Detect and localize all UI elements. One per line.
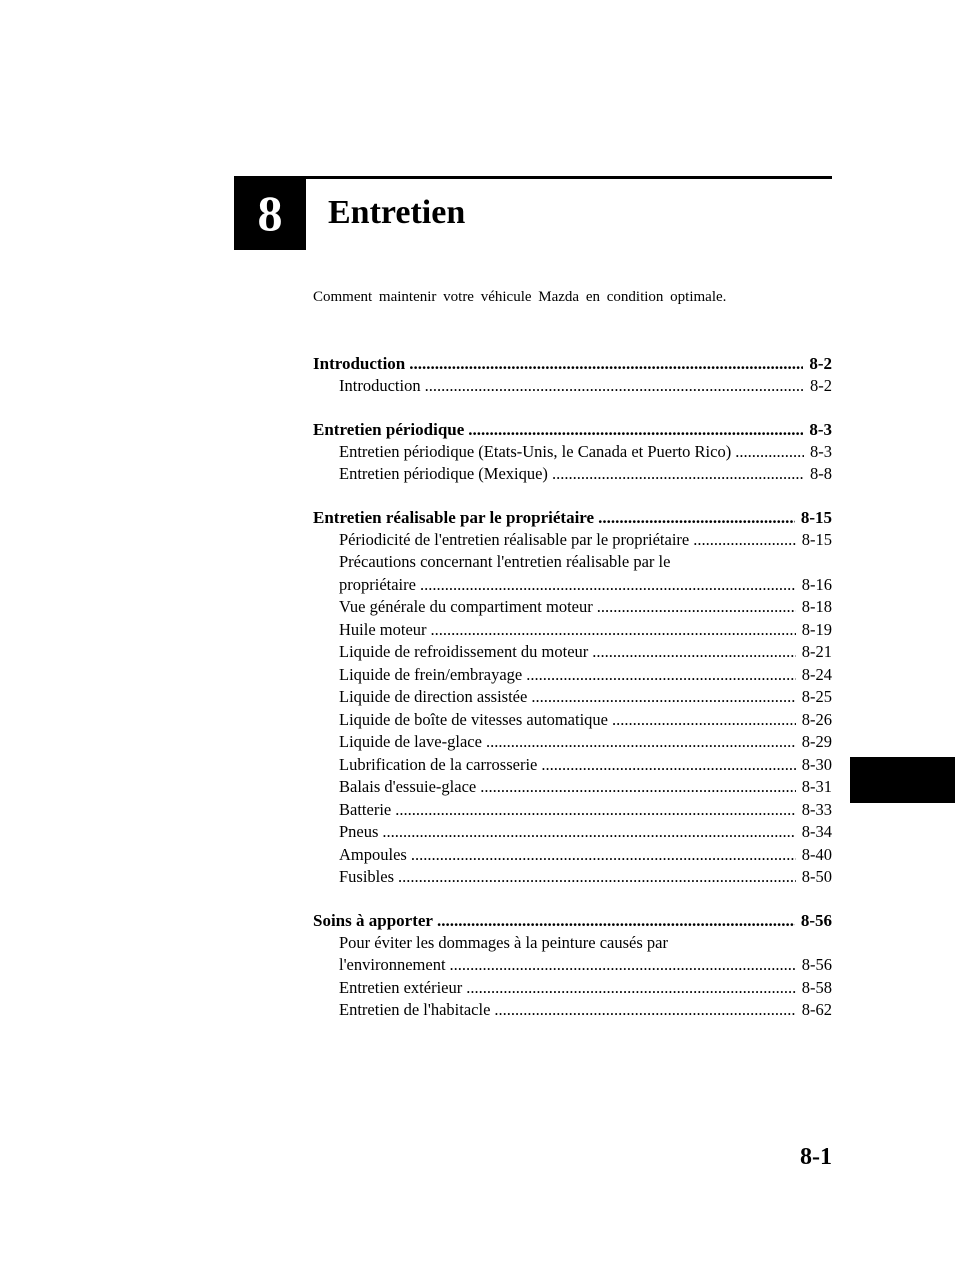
toc-section (313, 909, 832, 1022)
toc-entry[interactable] (313, 686, 832, 709)
toc-entry-label: Huile moteur (339, 619, 427, 639)
toc-page-ref: 8-56 (800, 910, 832, 930)
toc-page-ref: 8-21 (801, 642, 832, 661)
toc-page-ref: 8-3 (810, 441, 832, 461)
toc-page-ref: 8-24 (801, 664, 832, 684)
chapter-number-box (234, 176, 306, 250)
toc-entry-label: Liquide de lave-glace (339, 732, 482, 751)
toc-entry[interactable] (313, 932, 832, 977)
chapter-number: 8 (257, 185, 283, 241)
toc-entry-label: Vue générale du compartiment moteur (339, 597, 593, 616)
toc-section-heading[interactable] (313, 506, 832, 529)
toc-page-ref: 8-34 (801, 822, 832, 841)
toc-entry-label-continued: l'environnement (339, 955, 446, 974)
toc-entry-label: Entretien périodique (Mexique) (339, 464, 548, 483)
toc-page-ref: 8-31 (801, 777, 832, 796)
toc-entry[interactable] (313, 799, 832, 822)
chapter-title: Entretien (328, 194, 466, 231)
toc-section-heading[interactable] (313, 418, 832, 441)
toc-section-heading[interactable] (313, 352, 832, 375)
toc-entry[interactable] (313, 596, 832, 619)
toc-entry-label: Introduction (339, 376, 421, 395)
toc-entry[interactable] (313, 441, 832, 464)
toc-page-ref: 8-2 (809, 354, 832, 373)
toc-entry[interactable] (313, 844, 832, 867)
toc-entry-label: Entretien de l'habitacle (339, 1000, 491, 1019)
page-number: 8-1 (800, 1144, 832, 1170)
toc-heading-label: Soins à apporter (313, 910, 433, 930)
toc-page-ref: 8-50 (801, 867, 832, 886)
toc-section (313, 506, 832, 889)
toc-heading-label: Entretien réalisable par le propriétaire (313, 507, 595, 527)
toc-entry-label: Balais d'essuie-glace (339, 777, 477, 796)
toc-page-ref: 8-30 (801, 754, 832, 774)
table-of-contents (313, 352, 832, 1042)
toc-entry-label: Fusibles (339, 867, 395, 886)
toc-entry-label: Pour éviter les dommages à la peinture causés par (339, 932, 668, 952)
toc-entry[interactable] (313, 551, 832, 596)
toc-entry[interactable] (313, 619, 832, 642)
toc-page-ref: 8-29 (801, 732, 832, 751)
toc-entry-label: Liquide de direction assistée (339, 687, 528, 706)
toc-page-ref: 8-3 (809, 419, 832, 439)
toc-entry[interactable] (313, 375, 832, 398)
toc-section (313, 352, 832, 398)
chapter-title-rule (306, 176, 832, 179)
toc-page-ref: 8-40 (801, 844, 832, 864)
toc-section (313, 418, 832, 486)
toc-page-ref: 8-8 (810, 464, 832, 483)
toc-entry-label: Ampoules (339, 844, 407, 864)
toc-entry[interactable] (313, 754, 832, 777)
toc-entry-label: Entretien périodique (Etats-Unis, le Canada et Puerto Rico) (339, 441, 732, 461)
toc-entry-label: Liquide de boîte de vitesses automatique (339, 709, 608, 729)
toc-heading-label: Entretien périodique (313, 419, 465, 439)
toc-entry-label: Lubrification de la carrosserie (339, 754, 538, 774)
toc-page-ref: 8-15 (801, 529, 832, 549)
toc-page-ref: 8-26 (801, 709, 832, 729)
toc-entry-label-continued: propriétaire (339, 574, 416, 594)
toc-entry-label: Batterie (339, 799, 392, 819)
toc-heading-label: Introduction (313, 354, 406, 373)
toc-entry[interactable] (313, 731, 832, 754)
toc-entry[interactable] (313, 463, 832, 486)
toc-entry[interactable] (313, 529, 832, 552)
toc-entry[interactable] (313, 866, 832, 889)
toc-page-ref: 8-15 (800, 507, 832, 527)
toc-page-ref: 8-25 (801, 687, 832, 706)
toc-entry-label: Précautions concernant l'entretien réalisable par le (339, 552, 671, 571)
toc-entry[interactable] (313, 977, 832, 1000)
toc-entry-label: Liquide de refroidissement du moteur (339, 642, 589, 661)
toc-entry-label: Entretien extérieur (339, 977, 463, 997)
toc-page-ref: 8-58 (801, 977, 832, 997)
toc-page-ref: 8-33 (801, 799, 832, 819)
toc-page-ref: 8-62 (801, 1000, 832, 1019)
toc-entry[interactable] (313, 999, 832, 1022)
toc-entry[interactable] (313, 776, 832, 799)
toc-page-ref: 8-18 (801, 597, 832, 616)
toc-entry[interactable] (313, 664, 832, 687)
toc-entry[interactable] (313, 641, 832, 664)
toc-page-ref: 8-19 (801, 619, 832, 639)
chapter-intro: Comment maintenir votre véhicule Mazda en condition optimale. (313, 289, 727, 305)
toc-section-heading[interactable] (313, 909, 832, 932)
toc-entry-label: Pneus (339, 822, 379, 841)
toc-page-ref: 8-2 (810, 376, 832, 395)
toc-entry-label: Liquide de frein/embrayage (339, 664, 523, 684)
toc-page-ref: 8-56 (801, 955, 832, 974)
toc-page-ref: 8-16 (801, 574, 832, 594)
chapter-thumb-tab (850, 757, 955, 803)
toc-entry[interactable] (313, 821, 832, 844)
toc-entry-label: Périodicité de l'entretien réalisable par le propriétaire (339, 529, 690, 549)
toc-entry[interactable] (313, 709, 832, 732)
